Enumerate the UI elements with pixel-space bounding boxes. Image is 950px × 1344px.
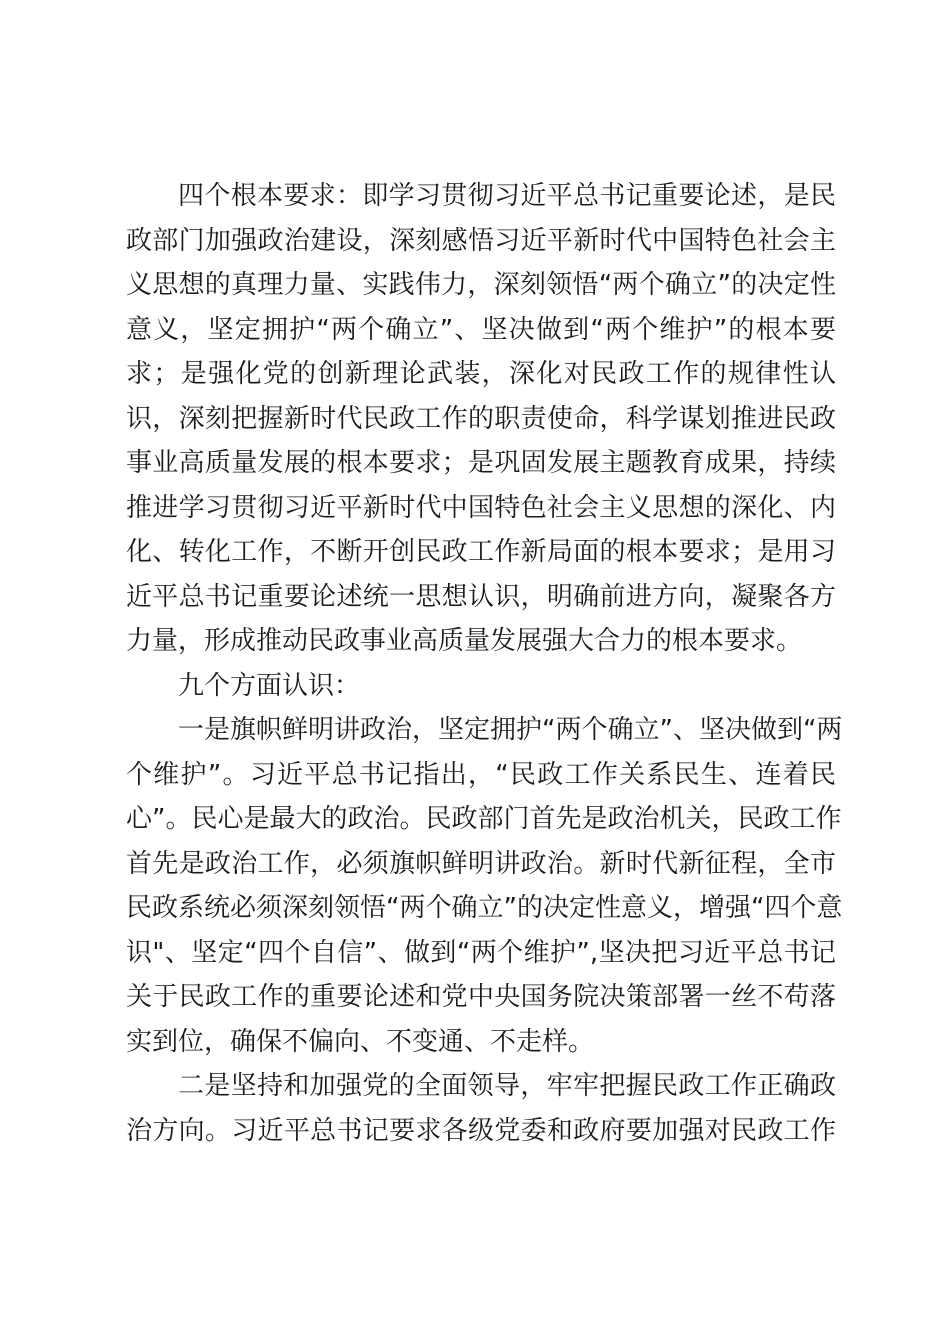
paragraph-line: 政部门加强政治建设，深刻感悟习近平新时代中国特色社会主 bbox=[126, 226, 836, 256]
paragraph-line: 事业高质量发展的根本要求；是巩固发展主题教育成果，持续 bbox=[126, 448, 836, 478]
paragraph-line: 一是旗帜鲜明讲政治，坚定拥护“两个确立”、坚决做到“两 bbox=[178, 715, 843, 745]
paragraph-line: 化、转化工作，不断开创民政工作新局面的根本要求；是用习 bbox=[126, 537, 836, 567]
paragraph-line: 识"、坚定“四个自信”、做到“两个维护”,坚决把习近平总书记 bbox=[126, 938, 836, 968]
paragraph-line: 推进学习贯彻习近平新时代中国特色社会主义思想的深化、内 bbox=[126, 493, 836, 523]
paragraph-line: 实到位，确保不偏向、不变通、不走样。 bbox=[126, 1027, 595, 1057]
paragraph-line: 近平总书记重要论述统一思想认识，明确前进方向，凝聚各方 bbox=[126, 582, 836, 612]
paragraph-line: 治方向。习近平总书记要求各级党委和政府要加强对民政工作 bbox=[126, 1116, 836, 1146]
paragraph-line: 民政系统必须深刻领悟“两个确立”的决定性意义，增强“四个意 bbox=[126, 893, 843, 923]
paragraph-line: 个维护”。习近平总书记指出，“民政工作关系民生、连着民 bbox=[126, 760, 836, 790]
paragraph-line: 四个根本要求：即学习贯彻习近平总书记重要论述，是民 bbox=[178, 181, 836, 211]
section-heading: 九个方面认识： bbox=[178, 671, 361, 701]
paragraph-line: 心”。民心是最大的政治。民政部门首先是政治机关，民政工作 bbox=[126, 804, 842, 834]
paragraph-line: 力量，形成推动民政事业高质量发展强大合力的根本要求。 bbox=[126, 626, 803, 656]
paragraph-line: 二是坚持和加强党的全面领导，牢牢把握民政工作正确政 bbox=[178, 1071, 836, 1101]
paragraph-line: 意义，坚定拥护“两个确立”、坚决做到“两个维护”的根本要 bbox=[126, 315, 836, 345]
paragraph-line: 求；是强化党的创新理论武装，深化对民政工作的规律性认 bbox=[126, 359, 836, 389]
paragraph-line: 关于民政工作的重要论述和党中央国务院决策部署一丝不苟落 bbox=[126, 982, 836, 1012]
paragraph-line: 义思想的真理力量、实践伟力，深刻领悟“两个确立”的决定性 bbox=[126, 270, 836, 300]
paragraph-line: 首先是政治工作，必须旗帜鲜明讲政治。新时代新征程，全市 bbox=[126, 849, 836, 879]
paragraph-line: 识，深刻把握新时代民政工作的职责使命，科学谋划推进民政 bbox=[126, 404, 836, 434]
